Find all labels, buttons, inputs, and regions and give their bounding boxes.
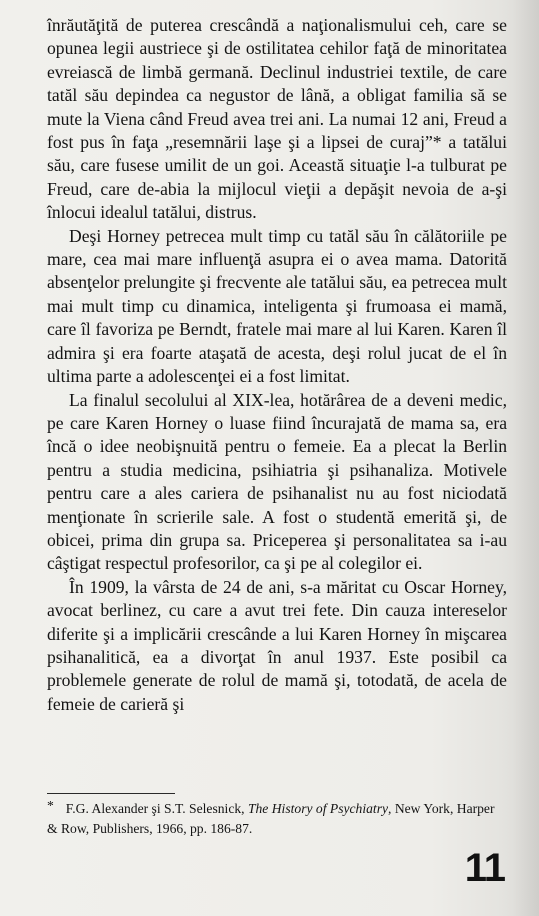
footnote-title: The History of Psychiatry xyxy=(247,801,389,816)
footnote xyxy=(47,799,507,839)
footnote-authors: F.G. Alexander şi S.T. Selesnick, xyxy=(65,801,248,816)
paragraph-2: Deşi Horney petrecea mult timp cu tatăl său în călătoriile pe mare, cea mai mare influenţă asupra ei o avea mama. Datorită absenţelor prelungite şi frecvente ale tatălui său, ea petrecea mult mai mult timp cu dinamica, inteligenta şi frumoasa ei mamă, care îl favoriza pe Berndt, fratele mai mare al lui Karen. Karen îl admira şi era foarte ataşată de acesta, deşi rolul jucat de el în ultima parte a adolescenţei ei a fost limitat. xyxy=(47,225,507,387)
footnote-details: , New York, Harper & Row, Publishers, 1966, pp. 186-87. xyxy=(47,801,495,836)
gutter-shadow xyxy=(513,0,539,916)
paragraph-4: În 1909, la vârsta de 24 de ani, s-a măritat cu Oscar Horney, avocat berlinez, cu care a avut trei fete. Din cauza intereselor diferite şi a implicării crescânde a lui Karen Horney în mişcarea psihanalitică, ea a divorţat în anul 1937. Este posibil ca problemele generate de rolul de mamă şi, totodată, de acela de femeie de carieră şi xyxy=(47,576,507,714)
footnote-divider xyxy=(47,793,175,794)
body-text xyxy=(47,14,507,716)
paragraph-1: înrăutăţită de puterea crescândă a naţionalismului ceh, care se opunea legii austriece şi de ostilitatea cehilor faţă de minoritatea evreiască de limbă germană. Declinul industriei textile, de care tatăl său depindea ca negustor de lână, a obligat familia să se mute la Viena când Freud avea trei ani. La numai 12 ani, Freud a fost pus în faţa „resemnării laşe şi a lipsei de curaj”* a tatălui său, care fusese umilit de un goi. Această situaţie l-a tulburat pe Freud, care de-abia la mijlocul vieţii a depăşit nevoia de a-şi înlocui idealul tatălui, distrus. xyxy=(47,15,507,223)
page-number: 11 xyxy=(464,846,505,890)
paragraph-3: La finalul secolului al XIX-lea, hotărârea de a deveni medic, pe care Karen Horney o luase fiind încurajată de mama sa, era încă o idee neobişnuită pentru o femeie. Ea a plecat la Berlin pentru a studia medicina, psihiatria şi psihanaliza. Motivele pentru care a ales cariera de psihanalist nu au fost niciodată menţionate în scrierile sale. A fost o studentă emerită şi, de obicei, prima din grupa sa. Priceperea şi personalitatea sa i-au câştigat respectul profesorilor, ca şi pe al colegilor ei. xyxy=(47,389,507,574)
footnote-marker: * xyxy=(47,798,54,813)
